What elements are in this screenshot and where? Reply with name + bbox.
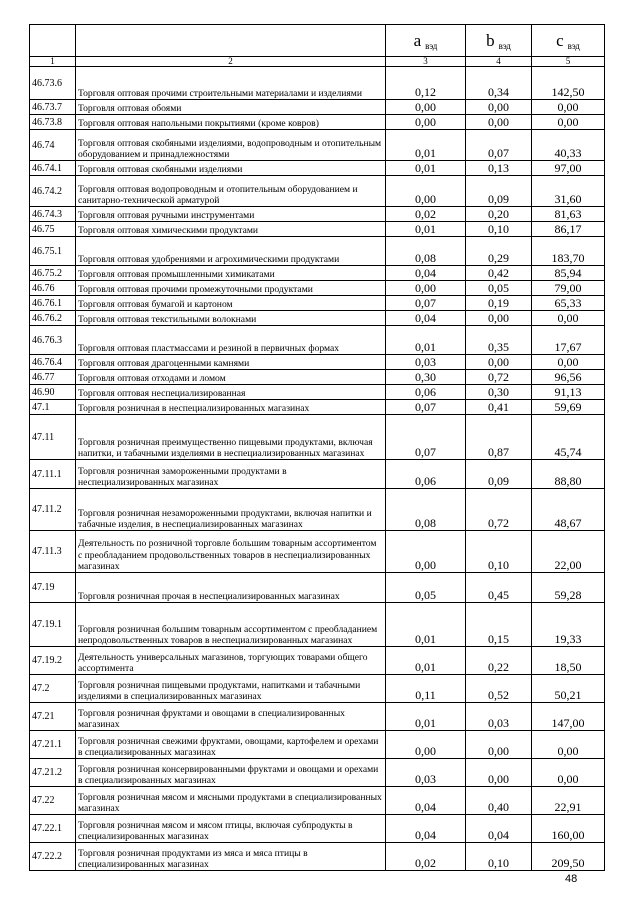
coef-b-value: 0,10 <box>466 843 532 871</box>
coef-c-value: 31,60 <box>532 176 605 207</box>
coef-b-value: 0,29 <box>466 237 532 266</box>
table-row <box>30 460 605 489</box>
table-row <box>30 355 605 370</box>
okved-code: 46.76.2 <box>30 311 76 326</box>
activity-name: Торговля оптовая пластмассами и резиной в первичных формах <box>76 326 386 355</box>
activity-name: Торговля розничная большим товарным ассортиментом с преобладанием непродовольственных товаров в неспециализированных магазинах <box>76 603 386 647</box>
coef-b-value: 0,09 <box>466 460 532 489</box>
coef-c-value: 40,33 <box>532 130 605 161</box>
table-row <box>30 647 605 675</box>
okved-code: 47.19.2 <box>30 647 76 675</box>
table-row <box>30 176 605 207</box>
coef-c-value: 22,00 <box>532 531 605 573</box>
coef-b-value: 0,07 <box>466 130 532 161</box>
column-number: 1 <box>30 57 76 67</box>
coef-b-value: 0,00 <box>466 731 532 759</box>
activity-name: Торговля оптовая драгоценными камнями <box>76 355 386 370</box>
activity-name: Торговля оптовая промышленными химикатами <box>76 266 386 281</box>
coef-c-value: 160,00 <box>532 815 605 843</box>
coef-a-value: 0,12 <box>386 67 466 100</box>
coef-a-value: 0,03 <box>386 355 466 370</box>
coef-b-value: 0,40 <box>466 787 532 815</box>
column-numbers-row <box>30 57 605 67</box>
okved-code: 47.2 <box>30 675 76 703</box>
table-row <box>30 759 605 787</box>
activity-name: Торговля розничная продуктами из мяса и мяса птицы в специализированных магазинах <box>76 843 386 871</box>
table-row <box>30 703 605 731</box>
table-row <box>30 731 605 759</box>
coef-b-value: 0,20 <box>466 207 532 222</box>
coef-a-value: 0,00 <box>386 281 466 296</box>
table-row <box>30 281 605 296</box>
okved-code: 46.73.7 <box>30 100 76 115</box>
coef-a-value: 0,03 <box>386 759 466 787</box>
okved-code: 46.90 <box>30 385 76 400</box>
coef-c-value: 88,80 <box>532 460 605 489</box>
activity-name: Торговля розничная свежими фруктами, овощами, картофелем и орехами в специализированных магазинах <box>76 731 386 759</box>
coef-c-value: 0,00 <box>532 355 605 370</box>
activity-name: Торговля розничная в неспециализированных магазинах <box>76 400 386 415</box>
coef-c-value: 0,00 <box>532 759 605 787</box>
coef-b-value: 0,42 <box>466 266 532 281</box>
coef-c-value: 0,00 <box>532 731 605 759</box>
coef-c-value: 97,00 <box>532 161 605 176</box>
coef-b-value: 0,05 <box>466 281 532 296</box>
coef-a-value: 0,01 <box>386 130 466 161</box>
table-row <box>30 207 605 222</box>
coef-c-value: 65,33 <box>532 296 605 311</box>
table-row <box>30 161 605 176</box>
header-cell-name <box>76 25 386 57</box>
coef-c-value: 48,67 <box>532 489 605 531</box>
coef-a-value: 0,01 <box>386 326 466 355</box>
coef-a-value: 0,06 <box>386 460 466 489</box>
coef-a-value: 0,00 <box>386 176 466 207</box>
table-row <box>30 843 605 871</box>
activity-name: Торговля розничная мясом и мясом птицы, включая субпродукты в специализированных магазинах <box>76 815 386 843</box>
activity-name: Торговля оптовая прочими строительными материалами и изделиями <box>76 67 386 100</box>
coef-a-value: 0,00 <box>386 100 466 115</box>
coef-b-value: 0,00 <box>466 355 532 370</box>
table-row <box>30 400 605 415</box>
coef-c-value: 0,00 <box>532 100 605 115</box>
coef-c-value: 0,00 <box>532 311 605 326</box>
activity-name: Торговля розничная прочая в неспециализированных магазинах <box>76 573 386 603</box>
coef-b-value: 0,45 <box>466 573 532 603</box>
table-row <box>30 573 605 603</box>
table-header-row <box>30 25 605 57</box>
coef-c-value: 45,74 <box>532 415 605 460</box>
coef-c-value: 209,50 <box>532 843 605 871</box>
activity-name: Торговля оптовая ручными инструментами <box>76 207 386 222</box>
table-row <box>30 67 605 100</box>
coef-b-value: 0,00 <box>466 311 532 326</box>
coef-b-value: 0,03 <box>466 703 532 731</box>
coef-a-value: 0,01 <box>386 603 466 647</box>
coef-a-value: 0,05 <box>386 573 466 603</box>
table-row <box>30 675 605 703</box>
coef-a-value: 0,30 <box>386 370 466 385</box>
okved-code: 47.22 <box>30 787 76 815</box>
okved-code: 47.22.2 <box>30 843 76 871</box>
coef-c-value: 19,33 <box>532 603 605 647</box>
coef-b-value: 0,22 <box>466 647 532 675</box>
coef-a-value: 0,01 <box>386 161 466 176</box>
coef-b-value: 0,04 <box>466 815 532 843</box>
coef-b-value: 0,72 <box>466 370 532 385</box>
coef-c-value: 183,70 <box>532 237 605 266</box>
okved-code: 47.11.1 <box>30 460 76 489</box>
header-cell-b <box>466 25 532 57</box>
coef-c-value: 17,67 <box>532 326 605 355</box>
coef-c-value: 59,28 <box>532 573 605 603</box>
activity-name: Торговля розничная преимущественно пищевыми продуктами, включая напитки, и табачными изделиями в неспециализированных магазинах <box>76 415 386 460</box>
coef-c-value: 147,00 <box>532 703 605 731</box>
okved-code: 46.76.3 <box>30 326 76 355</box>
activity-name: Торговля оптовая прочими промежуточными продуктами <box>76 281 386 296</box>
okved-code: 47.11 <box>30 415 76 460</box>
coef-c-value: 91,13 <box>532 385 605 400</box>
coef-a-letter: a <box>413 30 422 50</box>
coef-b-value: 0,41 <box>466 400 532 415</box>
coef-c-value: 18,50 <box>532 647 605 675</box>
activity-name: Торговля розничная мясом и мясными продуктами в специализированных магазинах <box>76 787 386 815</box>
coef-c-value: 81,63 <box>532 207 605 222</box>
column-number: 3 <box>386 57 466 67</box>
coef-c-value: 142,50 <box>532 67 605 100</box>
coef-c-value: 22,91 <box>532 787 605 815</box>
coef-b-value: 0,30 <box>466 385 532 400</box>
coef-c-value: 86,17 <box>532 222 605 237</box>
coef-b-value: 0,15 <box>466 603 532 647</box>
okved-code: 46.75 <box>30 222 76 237</box>
table-row <box>30 531 605 573</box>
coef-c-value: 50,21 <box>532 675 605 703</box>
okved-code: 47.19 <box>30 573 76 603</box>
okved-code: 46.76.4 <box>30 355 76 370</box>
okved-code: 47.22.1 <box>30 815 76 843</box>
okved-code: 47.11.2 <box>30 489 76 531</box>
activity-name: Торговля розничная незамороженными продуктами, включая напитки и табачные изделия, в неспециализированных магазинах <box>76 489 386 531</box>
table-row <box>30 237 605 266</box>
table-row <box>30 266 605 281</box>
activity-name: Торговля оптовая химическими продуктами <box>76 222 386 237</box>
table-row <box>30 130 605 161</box>
activity-name: Торговля оптовая удобрениями и агрохимическими продуктами <box>76 237 386 266</box>
coef-b-value: 0,10 <box>466 222 532 237</box>
okved-code: 46.76 <box>30 281 76 296</box>
coef-a-value: 0,02 <box>386 207 466 222</box>
okved-code: 46.75.2 <box>30 266 76 281</box>
okved-code: 47.11.3 <box>30 531 76 573</box>
activity-name: Торговля оптовая бумагой и картоном <box>76 296 386 311</box>
page-number: 48 <box>565 873 578 885</box>
coefficients-table <box>29 24 605 871</box>
coef-b-value: 0,72 <box>466 489 532 531</box>
table-row <box>30 415 605 460</box>
column-number: 2 <box>76 57 386 67</box>
coef-a-value: 0,07 <box>386 400 466 415</box>
coef-a-value: 0,01 <box>386 222 466 237</box>
activity-name: Деятельность по розничной торговле большим товарным ассортиментом с преобладанием продовольственных товаров в неспециализированных магазинах <box>76 531 386 573</box>
okved-code: 46.75.1 <box>30 237 76 266</box>
okved-code: 47.21.1 <box>30 731 76 759</box>
coef-b-value: 0,13 <box>466 161 532 176</box>
column-number: 5 <box>532 57 605 67</box>
coef-b-value: 0,52 <box>466 675 532 703</box>
coef-c-letter: c <box>556 30 564 50</box>
table-row <box>30 326 605 355</box>
activity-name: Торговля розничная консервированными фруктами и овощами и орехами в специализированных магазинах <box>76 759 386 787</box>
table-row <box>30 311 605 326</box>
activity-name: Торговля розничная фруктами и овощами в специализированных магазинах <box>76 703 386 731</box>
okved-code: 46.74.1 <box>30 161 76 176</box>
activity-name: Деятельность универсальных магазинов, торгующих товарами общего ассортимента <box>76 647 386 675</box>
table-row <box>30 115 605 130</box>
table-row <box>30 100 605 115</box>
okved-code: 46.73.6 <box>30 67 76 100</box>
coef-a-value: 0,01 <box>386 647 466 675</box>
activity-name: Торговля оптовая отходами и ломом <box>76 370 386 385</box>
coef-c-value: 96,56 <box>532 370 605 385</box>
table-row <box>30 296 605 311</box>
header-cell-code <box>30 25 76 57</box>
coef-a-value: 0,00 <box>386 531 466 573</box>
coef-b-value: 0,35 <box>466 326 532 355</box>
coef-a-value: 0,07 <box>386 296 466 311</box>
table-row <box>30 385 605 400</box>
coef-a-value: 0,08 <box>386 489 466 531</box>
activity-name: Торговля оптовая скобяными изделиями <box>76 161 386 176</box>
coef-a-value: 0,04 <box>386 311 466 326</box>
activity-name: Торговля оптовая водопроводным и отопительным оборудованием и санитарно-технической арматурой <box>76 176 386 207</box>
okved-code: 47.1 <box>30 400 76 415</box>
coef-b-value: 0,10 <box>466 531 532 573</box>
coef-b-value: 0,09 <box>466 176 532 207</box>
okved-code: 46.77 <box>30 370 76 385</box>
activity-name: Торговля оптовая обоями <box>76 100 386 115</box>
okved-code: 46.73.8 <box>30 115 76 130</box>
activity-name: Торговля розничная пищевыми продуктами, напитками и табачными изделиями в специализированных магазинах <box>76 675 386 703</box>
coef-a-value: 0,06 <box>386 385 466 400</box>
okved-code: 46.74 <box>30 130 76 161</box>
coef-c-value: 59,69 <box>532 400 605 415</box>
coef-a-value: 0,07 <box>386 415 466 460</box>
activity-name: Торговля розничная замороженными продуктами в неспециализированных магазинах <box>76 460 386 489</box>
coef-b-value: 0,00 <box>466 115 532 130</box>
header-cell-a <box>386 25 466 57</box>
coef-c-value: 85,94 <box>532 266 605 281</box>
table-row <box>30 489 605 531</box>
coef-a-value: 0,01 <box>386 703 466 731</box>
okved-code: 46.76.1 <box>30 296 76 311</box>
coef-a-value: 0,00 <box>386 731 466 759</box>
coef-a-value: 0,11 <box>386 675 466 703</box>
okved-code: 46.74.3 <box>30 207 76 222</box>
column-number: 4 <box>466 57 532 67</box>
activity-name: Торговля оптовая неспециализированная <box>76 385 386 400</box>
coef-a-value: 0,00 <box>386 115 466 130</box>
table-row <box>30 815 605 843</box>
table-row <box>30 603 605 647</box>
coef-b-sub: вэд <box>498 40 511 51</box>
coef-a-value: 0,04 <box>386 787 466 815</box>
coef-b-letter: b <box>486 30 495 50</box>
activity-name: Торговля оптовая напольными покрытиями (кроме ковров) <box>76 115 386 130</box>
header-cell-c <box>532 25 605 57</box>
coef-b-value: 0,00 <box>466 100 532 115</box>
coef-a-sub: вэд <box>425 40 438 51</box>
coef-a-value: 0,08 <box>386 237 466 266</box>
coef-c-value: 79,00 <box>532 281 605 296</box>
okved-code: 47.19.1 <box>30 603 76 647</box>
okved-code: 46.74.2 <box>30 176 76 207</box>
coef-a-value: 0,02 <box>386 843 466 871</box>
coef-b-value: 0,19 <box>466 296 532 311</box>
coef-b-value: 0,34 <box>466 67 532 100</box>
coef-a-value: 0,04 <box>386 266 466 281</box>
okved-code: 47.21.2 <box>30 759 76 787</box>
coef-b-value: 0,00 <box>466 759 532 787</box>
activity-name: Торговля оптовая скобяными изделиями, водопроводным и отопительным оборудованием и принадлежностями <box>76 130 386 161</box>
coef-b-value: 0,87 <box>466 415 532 460</box>
coef-c-sub: вэд <box>567 40 580 51</box>
coef-a-value: 0,04 <box>386 815 466 843</box>
table-row <box>30 370 605 385</box>
table-row <box>30 787 605 815</box>
coef-c-value: 0,00 <box>532 115 605 130</box>
table-row <box>30 222 605 237</box>
activity-name: Торговля оптовая текстильными волокнами <box>76 311 386 326</box>
okved-code: 47.21 <box>30 703 76 731</box>
